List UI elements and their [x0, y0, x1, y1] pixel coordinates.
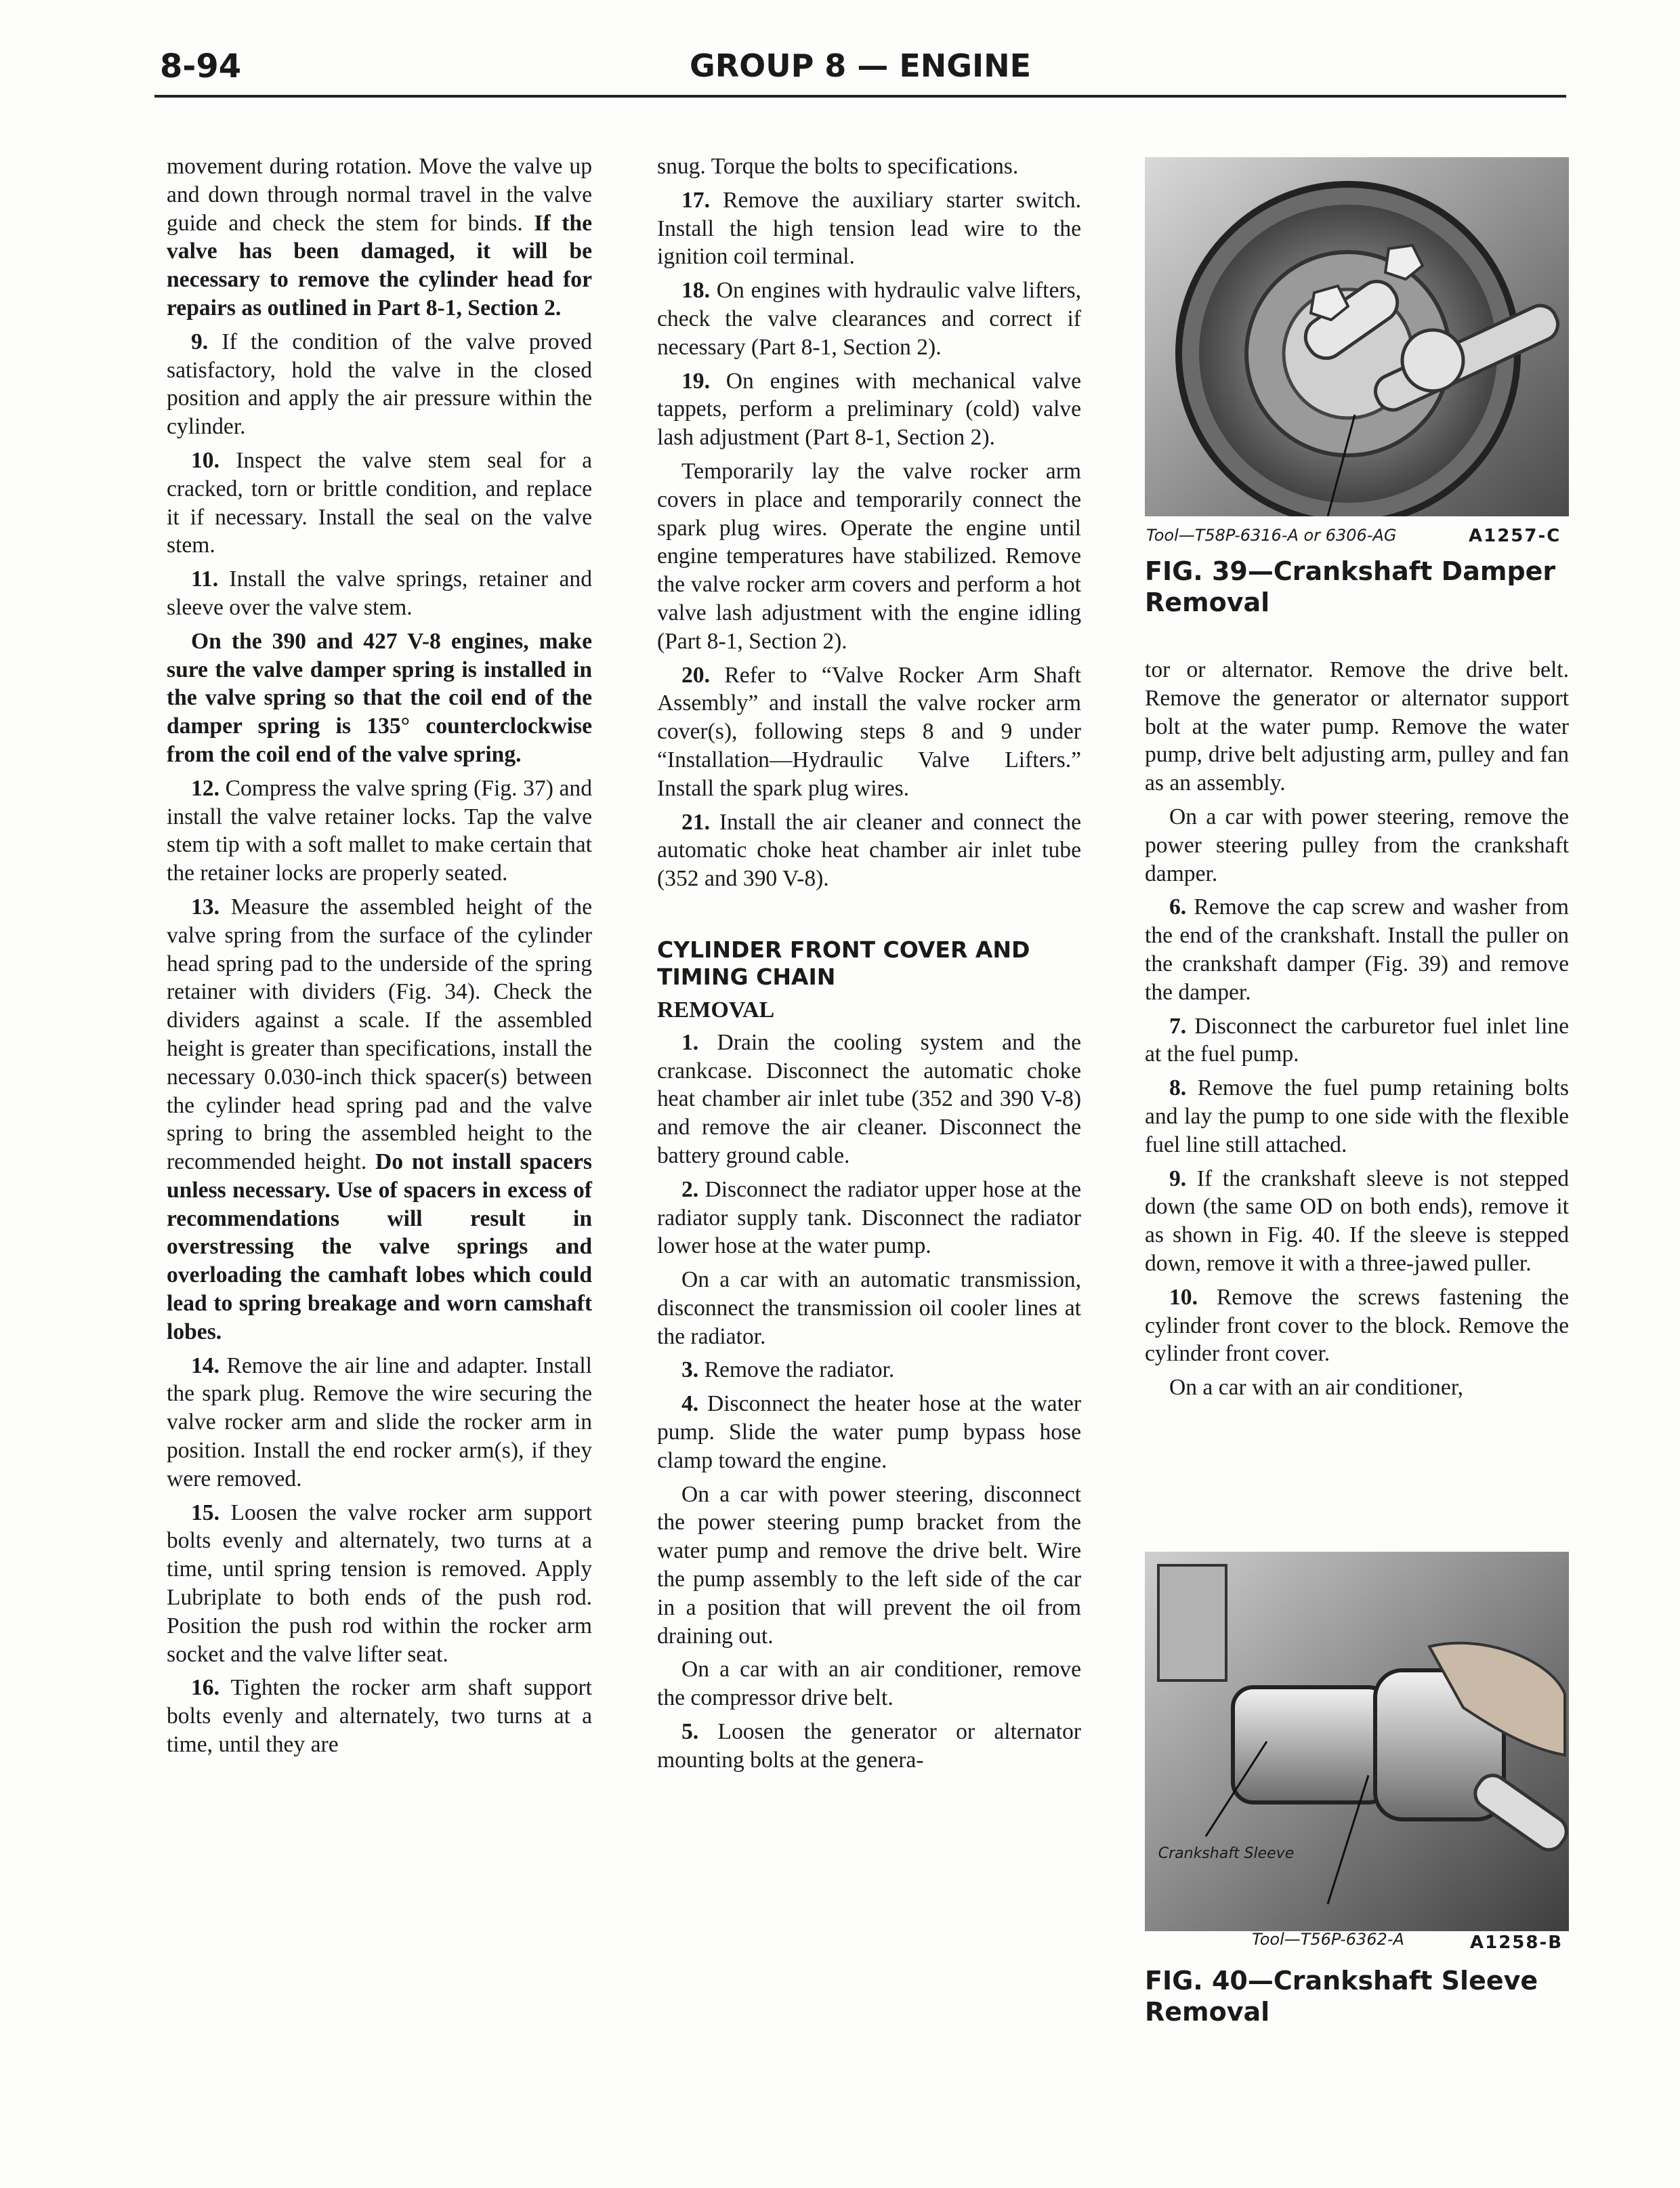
col3-paragraph [1145, 656, 1569, 798]
col1-paragraph [167, 328, 592, 441]
col3-paragraph [1145, 1165, 1569, 1278]
paragraph-text: tor or alternator. Remove the drive belt. Remove the generator or alternator support bolt at the water pump. Remove the water pump, drive belt adjusting arm, pulley and fan as an assembly. [1145, 657, 1569, 796]
col1-paragraph [167, 447, 592, 560]
col2b-paragraph [657, 1481, 1081, 1651]
step-number: 18. [681, 278, 710, 304]
col1-paragraph [167, 565, 592, 622]
paragraph-text: Loosen the valve rocker arm support bolts evenly and alternately, two turns at a time, until spring tension is removed. Apply Lubriplate to both ends of the push rod. Position the push rod within the rocker arm socket and the valve lifter seat. [167, 1500, 592, 1667]
emphasis-text: If the valve has been damaged, it will be necessary to remove the cylinder head for repairs as outlined in Part 8-1, Section 2. [167, 210, 592, 321]
emphasis-text: Do not install spacers unless necessary. Use of spacers in excess of recommendations will result in overstressing the valve springs and overloading the camhaft lobes which could lead to spring breakage and worn camshaft lobes. [167, 1149, 592, 1344]
col3-paragraph [1145, 803, 1569, 888]
paragraph-text: Tighten the rocker arm shaft support bolts evenly and alternately, two turns at a time, until they are [167, 1675, 592, 1758]
step-number: 9. [1169, 1165, 1187, 1191]
page-number: 8-94 [160, 47, 242, 85]
fig40-photo [1145, 1552, 1569, 1931]
emphasis-text: On the 390 and 427 V-8 engines, make sure the valve damper spring is installed in the valve spring so that the coil end of the damper spring is 135° counterclockwise from the coil end of the valve spring. [167, 628, 592, 767]
paragraph-text: Refer to “Valve Rocker Arm Shaft Assembly” and install the valve rocker arm cover(s), following steps 8 and 9 under “Installation—Hydraulic Valve Lifters.” Install the spark plug wires. [657, 662, 1081, 801]
col2-paragraph [657, 186, 1081, 271]
paragraph-text: Drain the cooling system and the crankcase. Disconnect the automatic choke heat chamber air inlet tube (352 and 390 V-8) and remove the air cleaner. Disconnect the battery ground cable. [657, 1029, 1081, 1168]
step-number: 16. [191, 1675, 219, 1701]
fig39-caption-number: FIG. 39 [1145, 556, 1248, 586]
step-number: 21. [681, 809, 710, 835]
fig40-code: A1258-B [1470, 1933, 1563, 1953]
col2b-paragraph [657, 1390, 1081, 1474]
step-number: 5. [681, 1719, 699, 1745]
paragraph-text: On a car with power steering, disconnect the power steering pump bracket from the water pump and remove the drive belt. Wire the pump assembly to the left side of the car in a position that will prevent the oil from draining out. [657, 1481, 1081, 1649]
col2b-paragraph [657, 1029, 1081, 1170]
step-number: 20. [681, 662, 710, 688]
paragraph-text: Remove the fuel pump retaining bolts and lay the pump to one side with the flexible fuel line still attached. [1145, 1075, 1569, 1157]
paragraph-text: Remove the cap screw and washer from the end of the crankshaft. Install the puller on the crankshaft damper (Fig. 39) and remove the damper. [1145, 894, 1569, 1005]
step-number: 10. [1169, 1284, 1198, 1310]
paragraph-text: Remove the auxiliary starter switch. Install the high tension lead wire to the ignition coil terminal. [657, 187, 1081, 270]
col1-paragraph [167, 1499, 592, 1669]
step-number: 12. [191, 775, 219, 801]
paragraph-text: snug. Torque the bolts to specifications. [657, 154, 1019, 179]
fig40-tool-label: Tool—T56P-6362-A [1252, 1930, 1404, 1949]
paragraph-text: Install the air cleaner and connect the automatic choke heat chamber air inlet tube (352 and 390 V-8). [657, 809, 1081, 892]
col3-paragraph [1145, 1374, 1569, 1402]
column-1 [167, 152, 592, 1764]
col3-paragraph [1145, 1074, 1569, 1159]
step-number: 15. [191, 1500, 219, 1525]
paragraph-text: On a car with an automatic transmission, disconnect the transmission oil cooler lines at the radiator. [657, 1267, 1081, 1349]
fig40-caption [1145, 1965, 1569, 2027]
col3-paragraph [1145, 1012, 1569, 1069]
fig39-tool-label: Tool—T58P-6316-A or 6306-AG [1146, 526, 1397, 545]
step-number: 10. [191, 447, 219, 473]
fig40-sleeve-label: Crankshaft Sleeve [1158, 1845, 1295, 1862]
col2b-paragraph [657, 1718, 1081, 1775]
paragraph-text: Compress the valve spring (Fig. 37) and install the valve retainer locks. Tap the valve stem tip with a soft mallet to make certain that the retainer locks are properly seated. [167, 775, 592, 886]
col2-paragraph [657, 457, 1081, 656]
step-number: 19. [681, 368, 710, 394]
paragraph-text: On a car with an air conditioner, [1169, 1375, 1464, 1401]
col1-paragraph [167, 152, 592, 323]
paragraph-text: If the condition of the valve proved satisfactory, hold the valve in the closed position and apply the air pressure within the cylinder. [167, 329, 592, 440]
col2b-paragraph [657, 1655, 1081, 1712]
step-number: 14. [191, 1353, 219, 1378]
paragraph-text: On engines with mechanical valve tappets, perform a preliminary (cold) valve lash adjustment (Part 8-1, Section 2). [657, 368, 1081, 451]
paragraph-text: Disconnect the radiator upper hose at the radiator supply tank. Disconnect the radiator lower hose at the water pump. [657, 1176, 1081, 1259]
paragraph-text: Loosen the generator or alternator mounting bolts at the genera- [657, 1719, 1081, 1773]
paragraph-text: If the crankshaft sleeve is not stepped down (the same OD on both ends), remove it as shown in Fig. 40. If the sleeve is stepped down, remove it with a three-jawed puller. [1145, 1165, 1569, 1276]
step-number: 17. [681, 187, 710, 213]
paragraph-text: Disconnect the heater hose at the water pump. Slide the water pump bypass hose clamp toward the engine. [657, 1391, 1081, 1473]
fig39-caption [1145, 556, 1569, 618]
col1-paragraph [167, 893, 592, 1346]
fig39-caption-text: —Crankshaft Damper Removal [1145, 556, 1556, 617]
paragraph-text: On a car with power steering, remove the power steering pulley from the crankshaft damper. [1145, 804, 1569, 886]
paragraph-text: Remove the radiator. [698, 1357, 895, 1383]
col2b-paragraph [657, 1266, 1081, 1350]
col2b-paragraph [657, 1356, 1081, 1384]
col3-paragraph [1145, 893, 1569, 1006]
fig40-caption-number: FIG. 40 [1145, 1966, 1248, 1996]
col1-paragraph [167, 627, 592, 769]
page-header [154, 42, 1566, 98]
step-number: 13. [191, 894, 219, 920]
step-number: 7. [1169, 1013, 1187, 1039]
paragraph-text: On engines with hydraulic valve lifters, check the valve clearances and correct if necessary (Part 8-1, Section 2). [657, 278, 1081, 360]
col2-paragraph [657, 276, 1081, 361]
step-number: 11. [191, 566, 219, 592]
removal-heading: REMOVAL [657, 997, 775, 1023]
step-number: 1. [681, 1029, 699, 1055]
fig40-caption-text: —Crankshaft Sleeve Removal [1145, 1966, 1538, 2027]
col2b-paragraph [657, 1176, 1081, 1260]
paragraph-text: movement during rotation. Move the valve up and down through normal travel in the valve guide and check the stem for binds. [167, 154, 592, 236]
step-number: 3. [681, 1357, 699, 1383]
group-title: GROUP 8 — ENGINE [689, 47, 1032, 84]
step-number: 8. [1169, 1075, 1187, 1101]
column-2 [657, 152, 1081, 1780]
col2-paragraph [657, 661, 1081, 803]
paragraph-text: Temporarily lay the valve rocker arm covers in place and temporarily connect the spark plug wires. Operate the engine until engine temperatures have stabilized. Remove the valve rocker arm covers and perform a hot valve lash adjustment with the engine idling (Part 8-1, Section 2). [657, 458, 1081, 654]
col3-paragraph [1145, 1283, 1569, 1368]
fig39-photo [1145, 157, 1569, 516]
paragraph-text: Remove the screws fastening the cylinder front cover to the block. Remove the cylinder front cover. [1145, 1284, 1569, 1367]
paragraph-text: On a car with an air conditioner, remove the compressor drive belt. [657, 1657, 1081, 1711]
step-number: 2. [681, 1176, 699, 1202]
section-heading: CYLINDER FRONT COVER AND TIMING CHAIN [657, 936, 1030, 990]
paragraph-text: Inspect the valve stem seal for a cracked, torn or brittle condition, and replace it if necessary. Install the seal on the valve stem. [167, 447, 592, 558]
paragraph-text: Install the valve springs, retainer and sleeve over the valve stem. [167, 566, 592, 620]
col1-paragraph [167, 775, 592, 888]
step-number: 9. [191, 329, 209, 354]
step-number: 6. [1169, 894, 1187, 920]
paragraph-text: Measure the assembled height of the valve spring from the surface of the cylinder head spring pad to the underside of the spring retainer with dividers (Fig. 34). Check the dividers against a scale. If the assembled height is greater than specifications, install the necessary 0.030-inch thick spacer(s) between the cylinder head spring pad and the valve spring to bring the assembled height to the recommended height. [167, 894, 592, 1175]
col1-paragraph [167, 1674, 592, 1758]
col2-paragraph [657, 808, 1081, 893]
paragraph-text: Remove the air line and adapter. Install the spark plug. Remove the wire securing the valve rocker arm and slide the rocker arm in position. Install the end rocker arm(s), if they were removed. [167, 1353, 592, 1491]
col2-paragraph [657, 367, 1081, 452]
paragraph-text: Disconnect the carburetor fuel inlet line at the fuel pump. [1145, 1013, 1569, 1067]
col1-paragraph [167, 1352, 592, 1493]
column-3 [1145, 656, 1569, 1407]
step-number: 4. [681, 1391, 699, 1417]
col2-paragraph [657, 152, 1081, 181]
fig39-code: A1257-C [1469, 526, 1561, 546]
